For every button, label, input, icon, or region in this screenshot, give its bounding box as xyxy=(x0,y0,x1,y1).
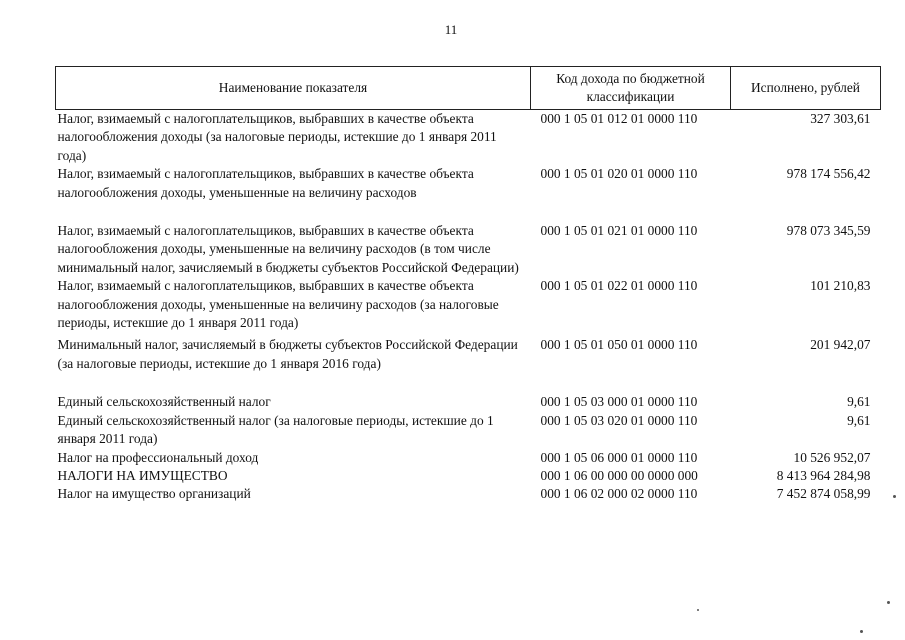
row-code: 000 1 05 01 022 01 0000 110 xyxy=(540,278,698,294)
header-code: Код дохода по бюджетной классификации xyxy=(531,67,731,110)
revenue-table xyxy=(55,66,881,503)
row-code: 000 1 05 06 000 01 0000 110 xyxy=(540,449,698,465)
row-value: 10 526 952,07 xyxy=(793,449,871,465)
row-name: Минимальный налог, зачисляемый в бюджеты субъектов Российской Федерации (за налоговые периоды, истекшие до 1 января 2016 года) xyxy=(57,337,518,371)
table-row xyxy=(56,393,881,411)
table-row xyxy=(56,449,881,467)
header-name: Наименование показателя xyxy=(56,67,531,110)
row-value: 978 073 345,59 xyxy=(786,223,871,239)
row-value: 9,61 xyxy=(847,412,871,428)
row-code: 000 1 05 01 020 01 0000 110 xyxy=(540,166,698,182)
table-row xyxy=(56,165,881,202)
row-value: 8 413 964 284,98 xyxy=(776,467,871,483)
row-spacer xyxy=(56,202,881,222)
row-code: 000 1 05 01 021 01 0000 110 xyxy=(540,223,698,239)
row-code: 000 1 06 02 000 02 0000 110 xyxy=(540,485,698,501)
table-row xyxy=(56,485,881,503)
row-name: Налог, взимаемый с налогоплательщиков, выбравших в качестве объекта налогообложения доходы, уменьшенные на величину расходов (за налоговые периоды, истекшие до 1 января 2011 года) xyxy=(57,278,499,331)
table-row xyxy=(56,467,881,485)
row-spacer xyxy=(56,373,881,393)
row-name: Единый сельскохозяйственный налог xyxy=(57,394,271,410)
row-value: 101 210,83 xyxy=(810,278,871,294)
row-code: 000 1 06 00 000 00 0000 000 xyxy=(540,467,698,483)
row-value: 978 174 556,42 xyxy=(786,166,871,182)
scan-speck xyxy=(887,601,890,604)
table-row xyxy=(56,412,881,449)
table-header-row xyxy=(56,67,881,110)
page-number: 11 xyxy=(444,22,458,37)
table-row xyxy=(56,277,881,332)
scan-speck xyxy=(893,495,896,498)
row-code: 000 1 05 03 020 01 0000 110 xyxy=(540,412,698,428)
table-row xyxy=(56,336,881,373)
scan-speck xyxy=(860,630,863,633)
table-row xyxy=(56,222,881,277)
scan-speck xyxy=(697,609,699,611)
row-code: 000 1 05 01 050 01 0000 110 xyxy=(540,337,698,353)
row-value: 9,61 xyxy=(847,394,871,410)
row-name: Налог, взимаемый с налогоплательщиков, выбравших в качестве объекта налогообложения доходы, уменьшенные на величину расходов (в том числе минимальный налог, зачисляемый в бюджеты субъектов Российской Федерации) xyxy=(57,223,519,275)
row-name: НАЛОГИ НА ИМУЩЕСТВО xyxy=(57,467,228,483)
row-code: 000 1 05 01 012 01 0000 110 xyxy=(540,111,698,126)
header-value: Исполнено, рублей xyxy=(731,67,881,110)
row-value: 7 452 874 058,99 xyxy=(776,485,871,501)
row-name: Единый сельскохозяйственный налог (за налоговые периоды, истекшие до 1 января 2011 года) xyxy=(57,412,494,447)
row-code: 000 1 05 03 000 01 0000 110 xyxy=(540,394,698,410)
row-name: Налог на имущество организаций xyxy=(57,485,251,501)
row-name: Налог на профессиональный доход xyxy=(57,449,259,465)
row-name: Налог, взимаемый с налогоплательщиков, выбравших в качестве объекта налогообложения доходы, уменьшенные на величину расходов xyxy=(57,166,474,200)
table-row xyxy=(56,110,881,166)
row-value: 327 303,61 xyxy=(810,111,871,126)
row-value: 201 942,07 xyxy=(810,337,871,353)
row-name: Налог, взимаемый с налогоплательщиков, выбравших в качестве объекта налогообложения доходы (за налоговые периоды, истекшие до 1 января 2011 года) xyxy=(57,111,497,163)
